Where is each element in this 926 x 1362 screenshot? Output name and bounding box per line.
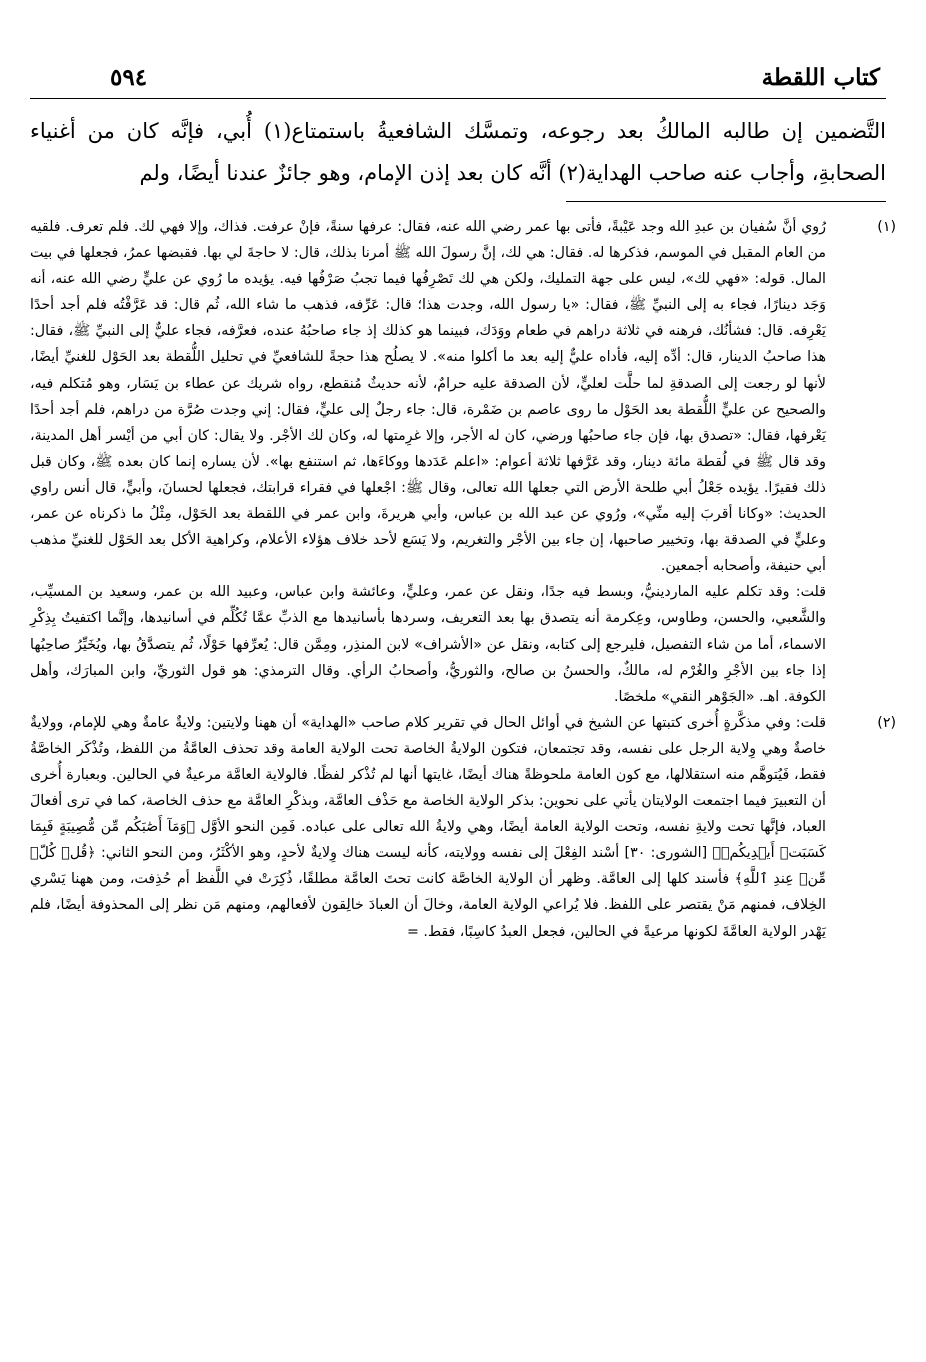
footnote-1 bbox=[30, 214, 896, 710]
page-number: ٥٩٤ bbox=[110, 64, 148, 91]
footnote-number: (١) bbox=[877, 219, 896, 235]
footnote-2 bbox=[30, 710, 896, 945]
main-text: التَّضمين إن طالبه المالكُ بعد رجوعه، وتمسَّك الشافعيةُ باستمتاع(١) أُبي، فإنَّه كان من أغنياء الصحابةِ، وأجاب عنه صاحب الهداية(٢) أنَّه كان بعد إذن الإمام، وهو جائزٌ عندنا أيضًا، ولم bbox=[30, 119, 886, 185]
footnote-comment: قلت: وقد تكلم عليه الماردينيُّ، وبسط فيه جدًا، ونقل عن عمر، وعليٍّ، وعائشة وابن عباس، وعبيد الله بن عمر، وسعيد بن المسيِّب، والشَّعبي، والحسن، وطاوس، وعِكرمة أنه يتصدق بها بعد التعريف، وسردها بأسانيدها مع الذبِّ عمَّا تُكُلِّم في أسانيدها، وإنَّما اكتفيتُ بِذِكْرِ الاسماء، أما من شاء التفصيل، فليرجع إلى كتابه، ونقل عن «الأشراف» لابن المنذِر، ومِمَّن قال: يُعرِّفها حَوْلًا، ثُم يتصدَّقُ بها، ويُخَيِّرُ صاحِبُها إذا جاء بين الأجْرِ والغُرْم له، مالكٌ، والحسنُ بن صالح، والثوريُّ، وأصحابُ الرأي. وقال الترمذي: هو قول الثوريِّ، وابن المبارَك، وأهل الكوفة. اهـ. «الجَوْهر النقي» ملخصًا. bbox=[30, 584, 826, 705]
page-header bbox=[30, 64, 886, 99]
footnote-text: رُوي أنَّ سُفيان بن عبدِ الله وجد عَيْبةً، فأتى بها عمر رضي الله عنه، فقال: عرفها سنةً، فإنْ عرفت. فذاك، وإلا فهي لك. فلم تعرف. فلقيه من العام المقبل في الموسم، فذكرها له. فقال: هي لك، إنَّ رسولَ الله ﷺ أمرنا بذلك، قال: لا حاجةَ لي بها. فقبضها عمرُ، فجعلها في بيت المال. قوله: «فهي لك»، ليس على جهة التمليك، ولكن هي لك تَصْرِفُها فيما تجبُ صَرْفُها فيه. يؤيده ما رُوي عن عليٍّ رضي الله عنه، أنه وَجَد دينارًا، فجاء به إلى النبيِّ ﷺ، فقال: «يا رسول الله، وجدت هذا؛ قال: عَرِّفه، فذهب ما شاء الله، ثُم قال: قد عَرَّفْتُه فلم أجد أحدًا يَعْرِفه. قال: فشأنُك، فرهنه في ثلاثة دراهم في طعام ووَدَك، فبينما هو كذلك إذ جاء صاحبُهُ عنده، فعرَّفه، فجاء عليٌّ إلى النبيِّ ﷺ، فقال: هذا صاحبُ الدينار، قال: أدِّه إليه، فأداه عليٌّ إليه بعد ما أكلوا منه». لا يصلُح هذا حجةً للشافعيِّ في تحليل اللُّقطة بعد الحَوْل للغنيِّ أيضًا، لأنها لو رجعت إلى الصدقةِ لما حلَّت لعليٍّ، لأن الصدقة عليه حرامٌ، لأنه حديثٌ مُنقطع، رواه شريك عن عطاء بن يَسَار، وهو مُتكلم فيه، والصحيح عن عليٍّ اللُّقطة بعد الحَوْل ما روى عاصم بن ضَمْرة، قال: جاء رجلٌ إلى عليٍّ، فقال: إني وجدت صُرَّة من دراهم، فلم أجد أحدًا يَعْرفها، فقال: «تصدق بها، فإن جاء صاحبُها ورضي، كان له الأجر، وإلا غرِمتها له، وكان لك الأجْر. ولا يقال: كان أبي من أيْسر أهل المدينة، وقد قال ﷺ في لُقطة مائة دينار، وقد عَرَّفها ثلاثة أعوام: «اعلم عَدَدها ووكاءَها، ثم استنفع بها». لأن يساره إنما كان بعده ﷺ، وكان قبل ذلك فقيرًا. يؤيده جَعْلُ أبي طلحة الأرض التي جعلها الله تعالى، وقال ﷺ: اجْعلها في فقراء قرابتك، فجعلها لحسانَ، وأبيٍّ، قال أنس راوي الحديث: «وكانا أقربَ إليه منِّي»، ورُوي عن عبد الله بن عباس، وأبي هريرةَ، وابن عمر في اللقطة بعد الحَوْل، مِثْلُ ما ذكرناه عن عمر، وعليٍّ في الصدقة بها، وتخيير صاحبها، إن جاء بين الأجْر والتغريم، ولا يَسَع لأحد خلاف هؤلاء الأعلام، وكراهية الأكل بعد الحَوْل للغنيِّ مذهب أبي حنيفة، وأصحابه أجمعين. bbox=[30, 219, 826, 575]
chapter-title: كتاب اللقطة bbox=[761, 64, 880, 91]
footnote-number: (٢) bbox=[877, 714, 896, 731]
footnotes bbox=[30, 214, 896, 945]
footnote-text: قلت: وفي مذكَّرةٍ أُخرى كتبتها عن الشيخ في أوائل الحال في تقرير كلام صاحب «الهداية» أن ههنا ولايتين: ولايةٌ عامةٌ وهي للإمام، وولايةٌ خاصةٌ وهي وِلاية الرجل على نفسه، وقد تجتمعان، فتكون الولايةُ الخاصة تحت الولاية العامة وقد تحذف العامَّةُ من اللفظ، وتُذْكَر الخاصَّةُ فقط، فَيُتوهَّم منه استقلالها، مع كون العامة ملحوظةً هناك أيضًا، غايتها أنها لم تُذْكر لفظًا. فالولاية العامَّة مرعيةٌ في الحالين. وبعبارة أُخرى أن التعبيرَ فيما اجتمعت الولايتان يأتي على نحوين: بذكر الولاية الخاصة مع حَذْف العامَّة، وبذكْرِ العامَّة مع حذف الخاصة، كما في ترى أفعالَ العباد، فإنَّها تحت ولايةِ نفسه، وتحت الولاية العامة أيضًا، وهي ولايةُ الله تعالى على عباده. فَمِن النحو الأوَّل ﴿وَمَآ أَصَٰبَكُم مِّن مُّصِيبَةٍ فَبِمَا كَسَبَتۡ أَيۡدِيكُمۡ﴾ [الشورى: ٣٠] أسْند الفِعْلَ إلى نفسه وولايته، كأنه ليست هناك وِلايةٌ لأحدٍ، وهو الأكْثَرُ، ومن النحو الثاني: ﴿قُلۡ كُلّٞ مِّنۡ عِندِ ٱللَّهِ﴾ فأسند كلها إلى العامَّة. وظهر أن الولاية الخاصَّة كانت تحتَ العامَّة مطلقًا، ذُكِرَتْ في اللَّفظ أم حُذِفت، ومن ههنا يَسْري الخِلاف، فمنهم مَنْ يقتصر على اللفظ. فلا يُراعي الولاية العامة، وخالَ أن العبادَ خالِقون لأفعالهم، ومنهم مَن نظر إلى المحذوفة أيضًا، فلم يَهْدر الولاية العامَّةَ لكونها مرعيةً في الحالين، فجعل العبدُ كاسِبًا، فقط. = bbox=[30, 714, 826, 940]
footnote-separator bbox=[566, 201, 886, 202]
